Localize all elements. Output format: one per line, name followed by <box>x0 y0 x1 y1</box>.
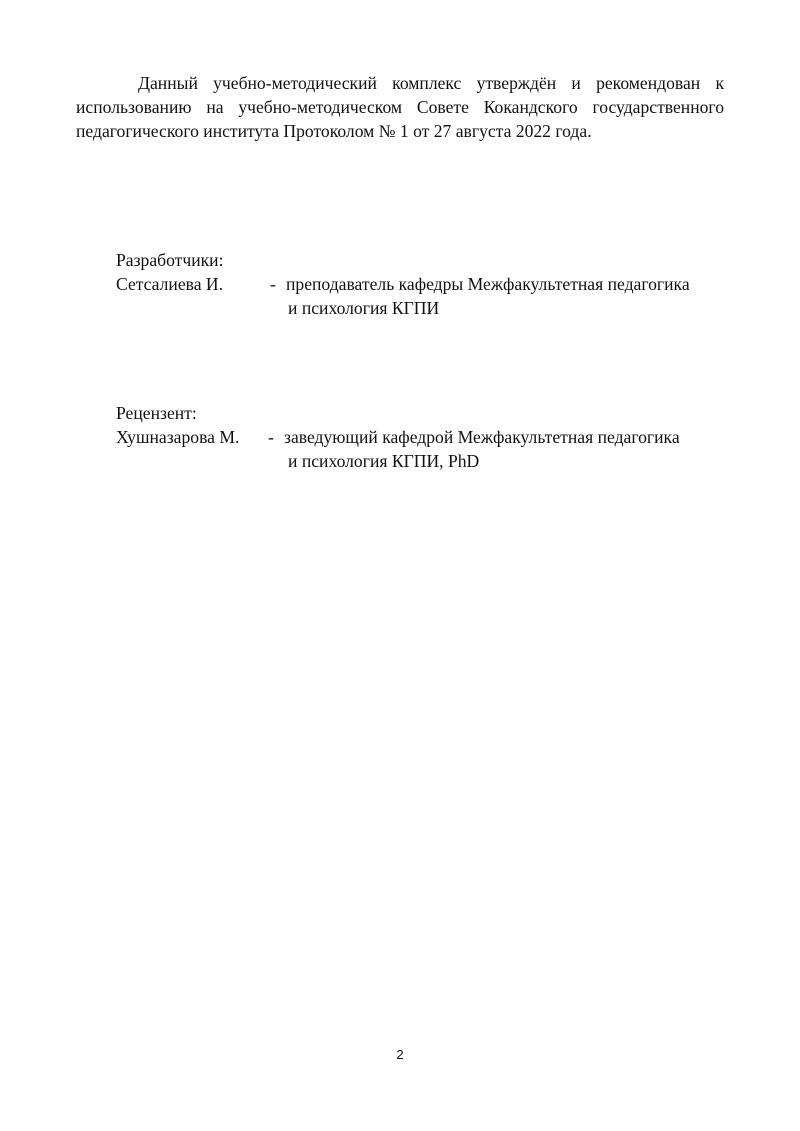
approval-paragraph: Данный учебно-методический комплекс утверждён и рекомендован к использованию на учебно-методическом Совете Кокандского государственного педагогического института Протоколом № 1 от 27 августа 2022 года. <box>76 73 724 141</box>
reviewer-name: Хушназарова М. <box>116 427 240 447</box>
reviewer-heading: Рецензент: <box>116 403 197 423</box>
developers-section <box>116 248 690 320</box>
reviewer-role-line2: и психология КГПИ, PhD <box>288 451 480 471</box>
developer-role-line2: и психология КГПИ <box>288 298 440 318</box>
developer-name: Сетсалиева И. <box>116 274 224 294</box>
reviewer-row <box>116 425 680 449</box>
developer-role-continuation <box>116 296 440 320</box>
developer-row <box>116 272 690 296</box>
page-number: 2 <box>396 1047 404 1062</box>
developer-role-line1: преподаватель кафедры Межфакультетная педагогика <box>286 274 690 294</box>
developers-heading: Разработчики: <box>116 250 224 270</box>
developer-dash: - <box>270 274 276 294</box>
reviewer-role-line1: заведующий кафедрой Межфакультетная педагогика <box>284 427 680 447</box>
reviewer-dash: - <box>268 427 274 447</box>
reviewer-role-continuation <box>116 449 480 473</box>
reviewer-section <box>116 401 680 473</box>
